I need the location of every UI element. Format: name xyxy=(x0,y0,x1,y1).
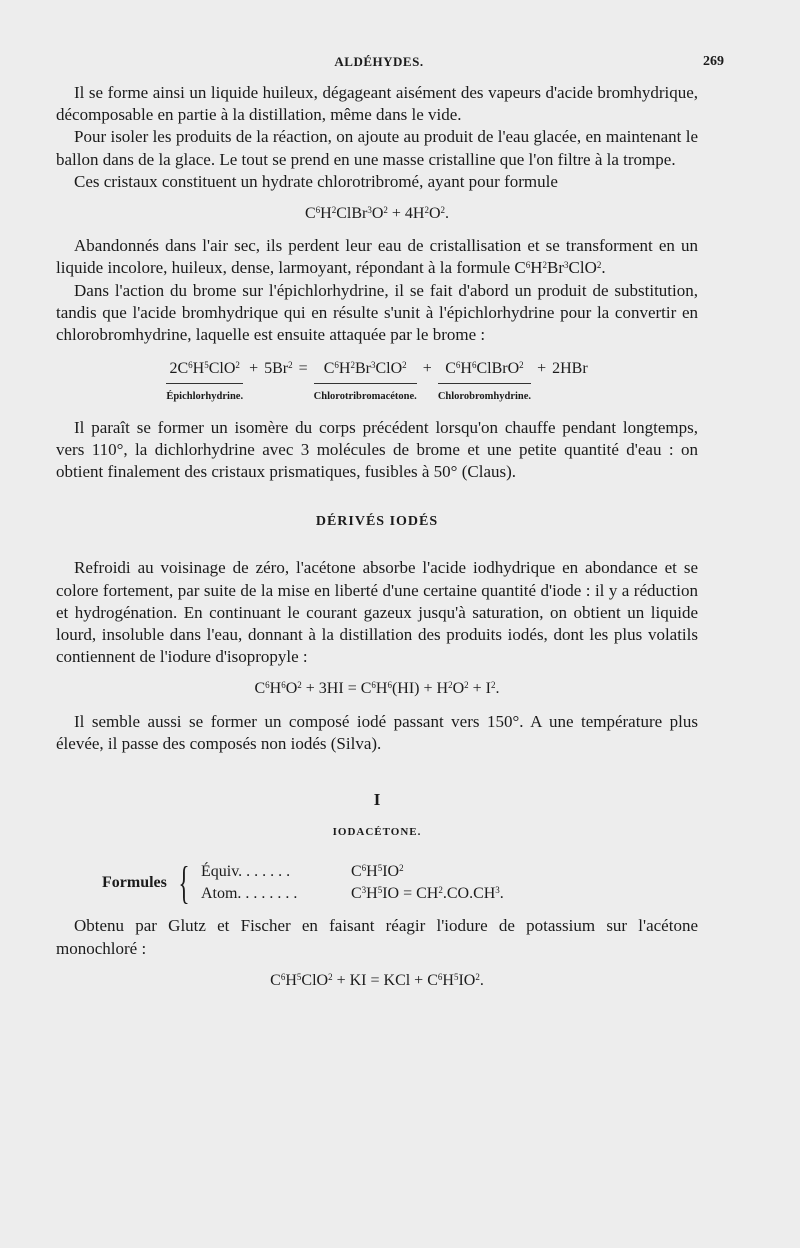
term-chlorobromhydrine: $C^6H^6ClBrO^2$ Chlorobromhydrine. xyxy=(438,358,531,408)
atom-formula: $C^3H^5IO = CH^2.CO.CH^3$. xyxy=(350,885,504,903)
page-number: 269 xyxy=(703,54,724,69)
paragraph-9: Obtenu par Glutz et Fischer en faisant réagir l'iodure de potassium sur l'acétone monochloré : xyxy=(56,916,698,958)
equiv-formula: $C^6H^5IO^2$ xyxy=(350,863,404,881)
paragraph-4: Abandonnés dans l'air sec, ils perdent leur eau de cristallisation et se transforment en un liquide incolore, huileux, dense, larmoyant, répondant à la formule $C^6H^2Br^3ClO^2$. xyxy=(56,236,698,278)
brace-icon: { xyxy=(178,857,190,909)
formule-atom-row xyxy=(201,883,504,905)
plus-sign: + xyxy=(422,360,432,378)
atom-label: Atom. . . . . . . . xyxy=(200,885,298,903)
paragraph-2: Pour isoler les produits de la réaction, on ajoute au produit de l'eau glacée, en maintenant le ballon dans de la glace. Le tout se prend en une masse cristalline que l'on filtre à la trompe. xyxy=(56,127,698,169)
equals-sign: = xyxy=(298,360,308,378)
paragraph-1: Il se forme ainsi un liquide huileux, dégageant aisément des vapeurs d'acide bromhydrique, décomposable en partie à la distillation, même dans le vide. xyxy=(56,83,698,125)
formules-rows xyxy=(201,861,504,905)
label-chlorotribromacetone: Chlorotribromacétone. xyxy=(314,383,417,408)
formule-equiv-row xyxy=(201,861,504,883)
equiv-label: Équiv. . . . . . . xyxy=(200,863,291,881)
subsection-number: I xyxy=(373,790,381,810)
section-title: DÉRIVÉS IODÉS xyxy=(315,514,439,530)
plus-sign: + xyxy=(537,360,547,378)
reaction-equation xyxy=(56,358,698,408)
running-header xyxy=(56,50,724,74)
paragraph-7: Refroidi au voisinage de zéro, l'acétone absorbe l'acide iodhydrique en abondance et se colore fortement, par suite de la mise en liberté d'une certaine quantité d'iode : il y a réduction et hydrogénation. En continuant le courant gazeux jusqu'à saturation, on obtient un liquide lourd, insoluble dans l'eau, donnant à la distillation des produits iodés, dont les plus volatils contiennent de l'iodure d'isopropyle : xyxy=(56,558,698,667)
page-body xyxy=(56,82,698,1002)
paragraph-6: Il paraît se former un isomère du corps précédent lorsqu'on chauffe pendant longtemps, vers 110°, la dichlorhydrine avec 3 molécules de brome et une petite quantité d'eau : on obtient finalement des cristaux prismatiques, fusibles à 50° (Claus). xyxy=(56,417,698,482)
label-chlorobromhydrine: Chlorobromhydrine. xyxy=(438,383,531,408)
page-title: ALDÉHYDES. xyxy=(334,54,424,69)
subsection-title: IODACÉTONE. xyxy=(332,826,422,839)
term-chlorotribromacetone: $C^6H^2Br^3ClO^2$ Chlorotribromacétone. xyxy=(314,358,417,408)
term-epichlorhydrine: $2C^6H^5ClO^2$ Épichlorhydrine. xyxy=(166,358,243,408)
label-epichlorhydrine: Épichlorhydrine. xyxy=(166,383,243,408)
formules-block xyxy=(102,857,698,909)
paragraph-8: Il semble aussi se former un composé iodé passant vers 150°. A une température plus élevée, il passe des composés non iodés (Silva). xyxy=(56,711,698,753)
formula-iodacetone: $C^6H^5ClO^2$ + KI = KCl + $C^6H^5IO^2$. xyxy=(270,971,484,989)
formula-iodide: $C^6H^6O^2 + 3HI = C^6H^6(HI) + H^2O^2 + I^2$. xyxy=(254,680,500,698)
term-hbr: 2HBr xyxy=(552,360,588,378)
paragraph-4-text: Abandonnés dans l'air sec, ils perdent leur eau de cristallisation et se transforment en un liquide incolore, huileux, dense, larmoyant, répondant à la formule xyxy=(56,236,698,278)
plus-sign: + xyxy=(249,360,259,378)
paragraph-3: Ces cristaux constituent un hydrate chlorotribromé, ayant pour formule xyxy=(74,171,558,191)
paragraph-5: Dans l'action du brome sur l'épichlorhydrine, il se fait d'abord un produit de substitution, tandis que l'acide bromhydrique qui en résulte s'unit à l'épichlorhydrine pour la convertir en chlorobromhydrine, laquelle est ensuite attaquée par le brome : xyxy=(56,280,698,345)
formula-hydrate: $C^6H^2ClBr^3O^2 + 4H^2O^2$. xyxy=(304,205,450,223)
formules-label: Formules xyxy=(102,874,167,892)
term-bromine: 5Br$^2$ xyxy=(264,360,293,378)
